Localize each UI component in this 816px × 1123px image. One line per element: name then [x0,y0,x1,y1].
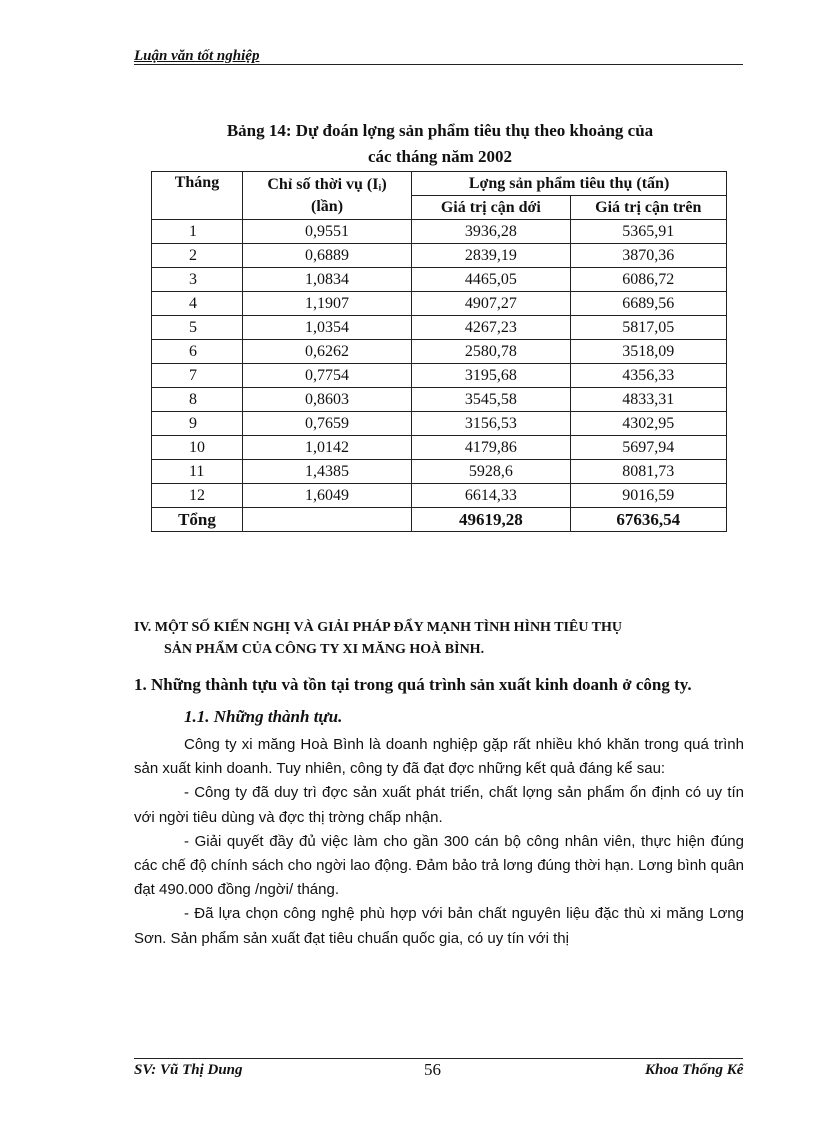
header-upper-bound: Giá trị cận trên [570,196,726,220]
cell-upper-bound: 8081,73 [570,460,726,484]
total-lower: 49619,28 [412,508,570,532]
table-row [152,412,727,436]
cell-seasonal-index: 0,7659 [242,412,411,436]
cell-month [152,412,243,436]
cell-month-value: 11 [188,462,205,480]
paragraph: Công ty xi măng Hoà Bình là doanh nghiệp gặp rất nhiều khó khăn trong quá trình sản xuất kinh doanh. Tuy nhiên, công ty đã đạt đợc những kết quả đáng kể sau: [134,736,744,778]
cell-upper-bound: 3870,36 [570,244,726,268]
footer-author: SV: Vũ Thị Dung [134,1062,243,1078]
cell-month [152,388,243,412]
table-row [152,244,727,268]
cell-lower-bound: 2580,78 [412,340,570,364]
total-row [152,508,727,532]
cell-lower-bound: 4907,27 [412,292,570,316]
cell-lower-bound: 4465,05 [412,268,570,292]
header-seasonal-index-line2: (lần) [311,197,344,215]
body-text [134,733,744,951]
cell-month-value: 5 [188,318,197,336]
cell-upper-bound: 5817,05 [570,316,726,340]
forecast-table [151,171,727,532]
table-row [152,460,727,484]
header-month: Tháng [152,172,243,220]
cell-lower-bound: 3195,68 [412,364,570,388]
page-number: 56 [424,1060,441,1079]
cell-seasonal-index: 1,0142 [242,436,411,460]
paragraph: - Công ty đã duy trì đợc sản xuất phát triển, chất lợng sản phẩm ổn định có uy tín với ngời tiêu dùng và đợc thị trờng chấp nhận. [134,784,744,826]
cell-seasonal-index: 0,7754 [242,364,411,388]
table-row [152,340,727,364]
cell-month [152,460,243,484]
cell-month [152,292,243,316]
cell-upper-bound: 4302,95 [570,412,726,436]
cell-month [152,220,243,244]
subheading-1-1: 1.1. Những thành tựu. [184,707,343,726]
table-row [152,364,727,388]
cell-month-value: 4 [188,294,197,312]
header-rule [134,64,743,65]
cell-seasonal-index: 0,6262 [242,340,411,364]
cell-month [152,484,243,508]
header-lower-bound: Giá trị cận dới [412,196,570,220]
cell-seasonal-index: 1,0354 [242,316,411,340]
cell-seasonal-index: 1,0834 [242,268,411,292]
header-seasonal-index-line1: Chỉ số thời vụ (Iᵢ) [267,175,387,193]
cell-month [152,316,243,340]
cell-month [152,364,243,388]
table-row [152,268,727,292]
cell-upper-bound: 6689,56 [570,292,726,316]
cell-seasonal-index: 0,6889 [242,244,411,268]
cell-lower-bound: 3936,28 [412,220,570,244]
cell-lower-bound: 3545,58 [412,388,570,412]
cell-month-value: 10 [188,438,205,456]
table-row [152,484,727,508]
table-row [152,316,727,340]
cell-seasonal-index: 0,8603 [242,388,411,412]
cell-upper-bound: 9016,59 [570,484,726,508]
cell-upper-bound: 3518,09 [570,340,726,364]
section-heading-line2: SẢN PHẨM CỦA CÔNG TY XI MĂNG HOÀ BÌNH. [164,642,485,657]
cell-upper-bound: 5365,91 [570,220,726,244]
cell-lower-bound: 2839,19 [412,244,570,268]
cell-month [152,340,243,364]
paragraph: - Đã lựa chọn công nghệ phù hợp với bản chất nguyên liệu đặc thù xi măng Lơng Sơn. Sản phẩm sản xuất đạt tiêu chuẩn quốc gia, có uy tín với thị [134,905,744,947]
footer-rule [134,1058,743,1059]
cell-month [152,268,243,292]
table-row [152,292,727,316]
cell-upper-bound: 6086,72 [570,268,726,292]
cell-lower-bound: 4179,86 [412,436,570,460]
cell-seasonal-index: 1,4385 [242,460,411,484]
table-row [152,388,727,412]
cell-upper-bound: 4833,31 [570,388,726,412]
cell-month [152,244,243,268]
cell-month-value: 9 [188,414,197,432]
table-row [152,436,727,460]
header-seasonal-index [242,172,411,220]
cell-month-value: 8 [188,390,197,408]
cell-seasonal-index: 1,1907 [242,292,411,316]
cell-month-value: 12 [188,486,205,504]
cell-month-value: 6 [188,342,197,360]
cell-seasonal-index: 1,6049 [242,484,411,508]
table-row [152,220,727,244]
cell-upper-bound: 5697,94 [570,436,726,460]
footer-department: Khoa Thống Kê [645,1062,744,1078]
cell-month-value: 3 [188,270,197,288]
cell-lower-bound: 6614,33 [412,484,570,508]
cell-upper-bound: 4356,33 [570,364,726,388]
section-heading-line1: IV. MỘT SỐ KIẾN NGHỊ VÀ GIẢI PHÁP ĐẨY MẠNH TÌNH HÌNH TIÊU THỤ [134,620,623,635]
total-label: Tổng [152,508,243,532]
cell-month-value: 7 [188,366,197,384]
cell-month-value: 2 [188,246,197,264]
cell-month-value: 1 [188,222,197,240]
cell-seasonal-index: 0,9551 [242,220,411,244]
paragraph: - Giải quyết đầy đủ việc làm cho gần 300 cán bộ công nhân viên, thực hiện đúng các chế độ chính sách cho ngời lao động. Đảm bảo trả lơng đúng thời hạn. Lơng bình quân đạt 490.000 đồng /ngời/ tháng. [134,832,744,899]
subheading-1: 1. Những thành tựu và tồn tại trong quá trình sản xuất kinh doanh ở công ty. [134,675,692,694]
total-upper: 67636,54 [570,508,726,532]
cell-month [152,436,243,460]
table-caption-line1: Bảng 14: Dự đoán lợng sản phẩm tiêu thụ theo khoảng của [226,121,654,140]
running-header: Luận văn tốt nghiệp [134,48,260,64]
table-caption-line2: các tháng năm 2002 [367,147,513,166]
section-heading [134,617,744,661]
header-volume: Lợng sản phẩm tiêu thụ (tấn) [412,172,727,196]
cell-lower-bound: 4267,23 [412,316,570,340]
cell-lower-bound: 3156,53 [412,412,570,436]
cell-lower-bound: 5928,6 [412,460,570,484]
total-index-empty [242,508,411,532]
